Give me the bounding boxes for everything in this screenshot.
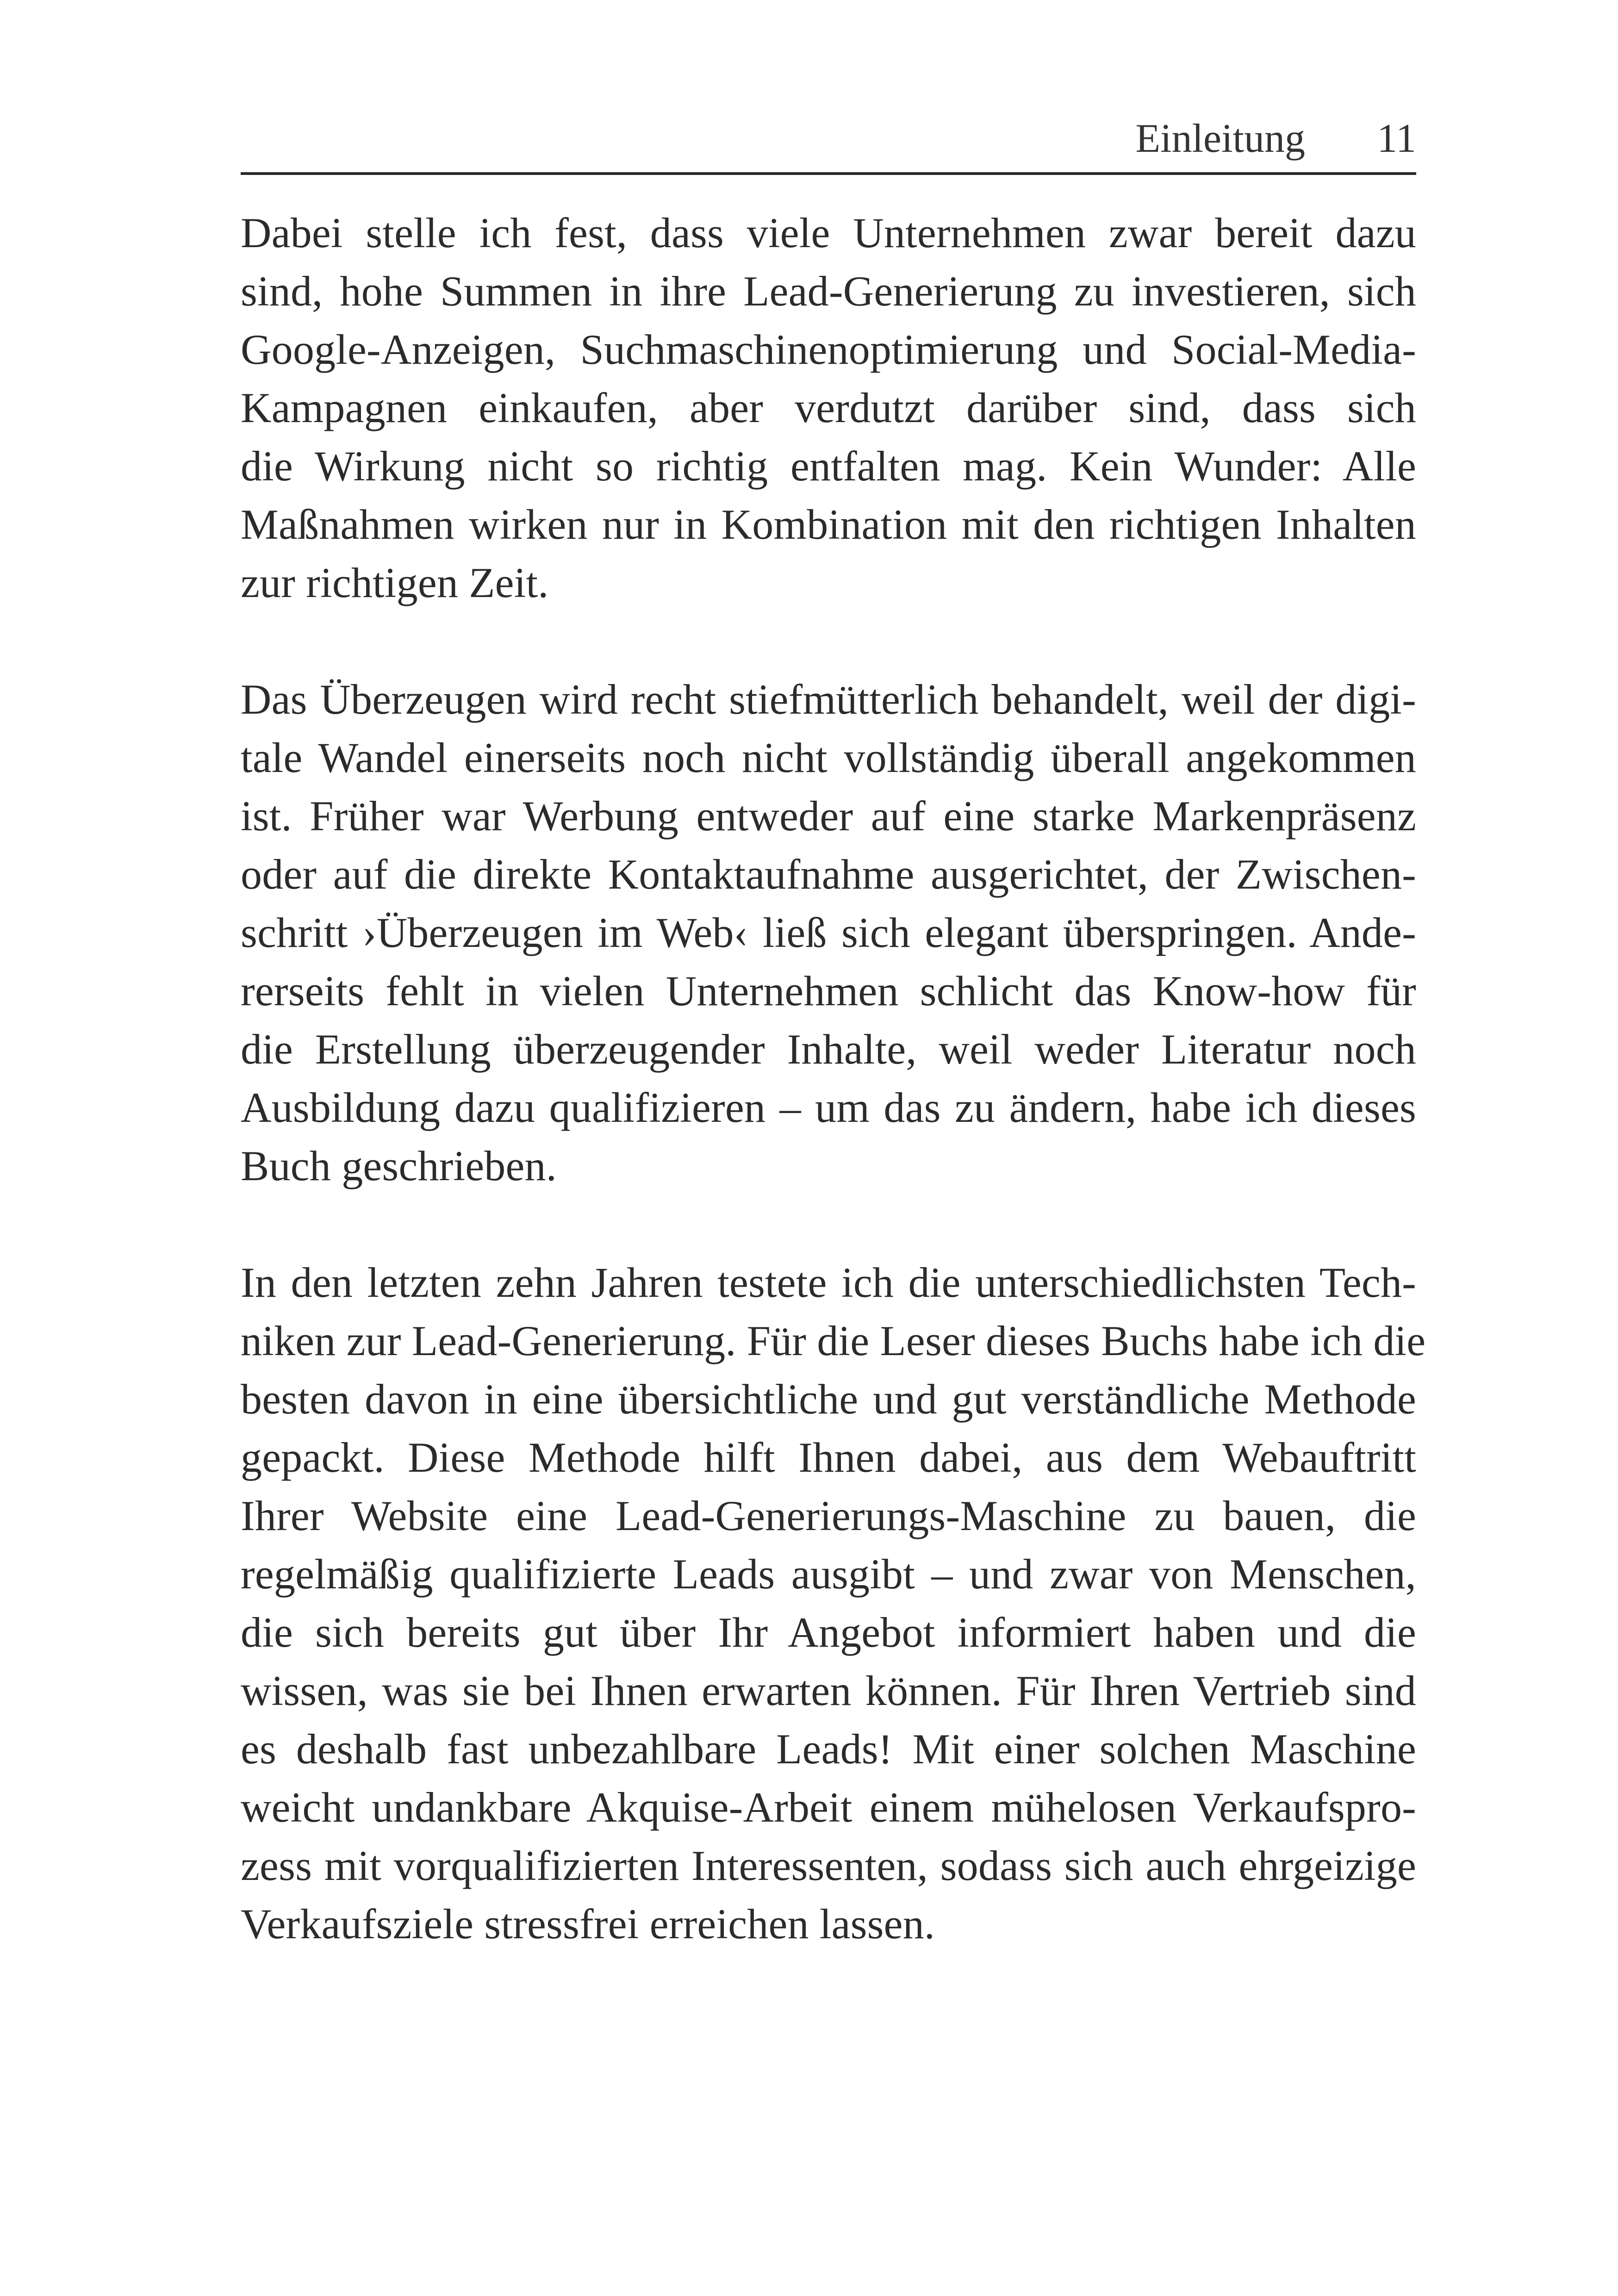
text-line: zur richtigen Zeit.: [241, 559, 549, 606]
text-line: In den letzten zehn Jahren testete ich die unterschiedlichsten Tech-: [241, 1259, 1416, 1306]
text-line: ist. Früher war Werbung entweder auf eine starke Markenpräsenz: [241, 792, 1416, 840]
paragraph-2: [241, 670, 1416, 1195]
paragraph-1: [241, 204, 1416, 612]
paragraph-3: [241, 1253, 1426, 1953]
text-line: wissen, was sie bei Ihnen erwarten können. Für Ihren Vertrieb sind: [241, 1667, 1416, 1714]
text-line: gepackt. Diese Methode hilft Ihnen dabei, aus dem Webauftritt: [241, 1434, 1416, 1481]
text-line: weicht undankbare Akquise-Arbeit einem mühelosen Verkaufspro-: [241, 1784, 1416, 1831]
text-line: sind, hohe Summen in ihre Lead-Generierung zu investieren, sich: [241, 268, 1416, 315]
text-line: niken zur Lead-Generierung. Für die Leser dieses Buchs habe ich die: [241, 1317, 1426, 1364]
header-rule: [241, 172, 1416, 175]
text-line: regelmäßig qualifizierte Leads ausgibt – und zwar von Menschen,: [241, 1550, 1416, 1598]
text-line: die Wirkung nicht so richtig entfalten mag. Kein Wunder: Alle: [241, 442, 1416, 490]
text-line: Maßnahmen wirken nur in Kombination mit den richtigen Inhalten: [241, 501, 1416, 548]
text-line: die Erstellung überzeugender Inhalte, weil weder Literatur noch: [241, 1026, 1416, 1073]
text-line: Google-Anzeigen, Suchmaschinenoptimierung und Social-Media-: [241, 326, 1416, 373]
body-text: [241, 204, 1426, 2011]
text-line: Das Überzeugen wird recht stiefmütterlich behandelt, weil der digi-: [241, 676, 1416, 723]
text-line: Kampagnen einkaufen, aber verdutzt darüber sind, dass sich: [241, 384, 1416, 431]
text-line: Buch geschrieben.: [241, 1142, 557, 1189]
text-line: Ihrer Website eine Lead-Generierungs-Maschine zu bauen, die: [241, 1492, 1416, 1539]
text-line: oder auf die direkte Kontaktaufnahme ausgerichtet, der Zwischen-: [241, 851, 1416, 898]
text-line: zess mit vorqualifizierten Interessenten, sodass sich auch ehrgeizige: [241, 1842, 1416, 1889]
chapter-title: Einleitung: [1135, 116, 1305, 161]
text-line: die sich bereits gut über Ihr Angebot informiert haben und die: [241, 1609, 1416, 1656]
running-head: [241, 106, 1416, 171]
text-line: Ausbildung dazu qualifizieren – um das zu ändern, habe ich dieses: [241, 1084, 1416, 1131]
text-line: schritt ›Überzeugen im Web‹ ließ sich elegant überspringen. Ande-: [241, 909, 1416, 956]
text-line: tale Wandel einerseits noch nicht vollständig überall angekommen: [241, 734, 1416, 781]
text-line: es deshalb fast unbezahlbare Leads! Mit einer solchen Maschine: [241, 1725, 1416, 1773]
text-line: Verkaufsziele stressfrei erreichen lassen.: [241, 1900, 935, 1948]
text-line: besten davon in eine übersichtliche und gut verständliche Methode: [241, 1375, 1416, 1423]
text-line: rerseits fehlt in vielen Unternehmen schlicht das Know-how für: [241, 967, 1416, 1014]
page-number: 11: [1377, 116, 1416, 161]
text-line: Dabei stelle ich fest, dass viele Unternehmen zwar bereit dazu: [241, 209, 1416, 256]
